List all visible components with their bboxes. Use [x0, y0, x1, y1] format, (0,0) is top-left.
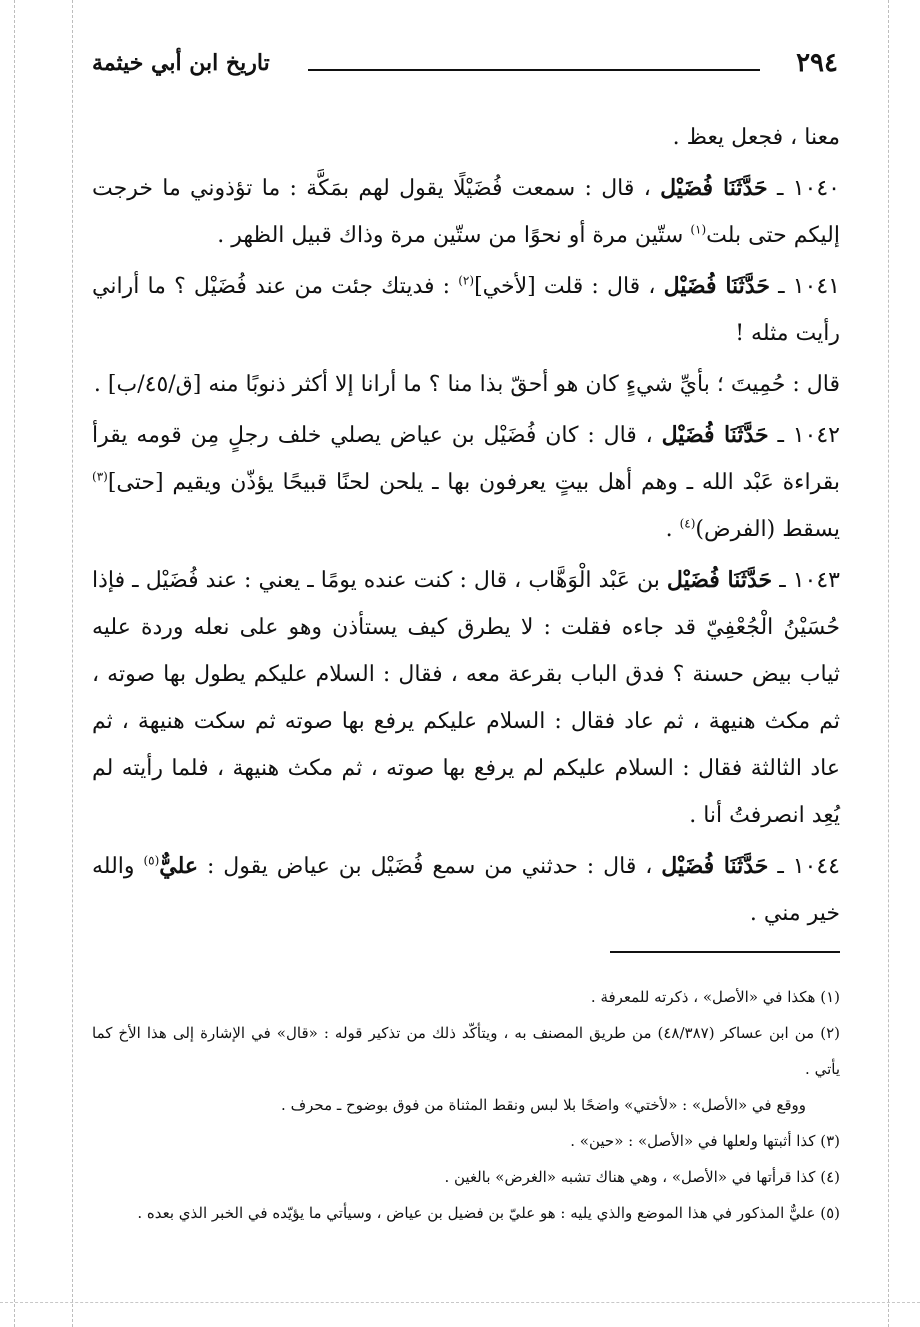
narration-text: ستّين مرة أو نحوًا من ستّين مرة وذاك قبيل الظهر . [217, 223, 684, 248]
footnote-5: (٥) عليٌّ المذكور في هذا الموضع والذي يليه : هو عليّ بن فضيل بن عياض ، وسيأتي ما يؤيّده في الخبر الذي بعده . [137, 1204, 840, 1222]
narration-text: يسقط (الفرض) [695, 517, 840, 542]
narration-number: ١٠٤٢ ـ [777, 423, 840, 448]
book-page [92, 44, 840, 1284]
page-number: ٢٩٤ [796, 48, 838, 78]
main-text [92, 114, 840, 937]
narration-1044 [92, 843, 840, 937]
footnote-separator [610, 951, 840, 953]
narration-text: ، قال : سمعت فُضَيْلًا يقول لهم بمَكَّة : ما تؤذوني ما خرجت إليكم حتى بلت [92, 176, 840, 248]
narration-text: بن عَبْد الْوَهَّاب ، قال : كنت عنده يومًا ـ يعني : عند فُضَيْل ـ فإذا حُسَيْنُ الْجُعْفِيّ قد جاءه فقلت : لا يطرق كيف يستأذن وهو على نعله وردة عليه ثياب بيض حسنة ؟ فدق الباب بقرعة معه ، فقال : السلام عليكم يطول بها صوته ، ثم مكث هنيهة ، ثم عاد فقال : السلام عليكم يرفع بها صوته ثم سكت هنيهة ، ثم عاد الثالثة فقال : السلام عليكم لم يرفع بها صوته ، ثم مكث هنيهة ، فلما رأيته لم يُعِد انصرفتُ أنا . [92, 568, 840, 828]
footnote-ref[interactable]: (٤) [679, 516, 696, 531]
narration-number: ١٠٤٤ ـ [777, 854, 840, 879]
narration-1043 [92, 557, 840, 839]
footnote-4: (٤) كذا قرأتها في «الأصل» ، وهي هناك تشبه «الغرض» بالغين . [444, 1168, 840, 1186]
scan-guide-line [888, 0, 889, 1327]
narration-1040 [92, 165, 840, 259]
scan-guide-line [72, 0, 73, 1327]
paragraph-continuation: معنا ، فجعل يعظ . [672, 125, 840, 150]
footnote-ref[interactable]: (٥) [143, 853, 160, 868]
footnotes [92, 979, 840, 1231]
running-title: تاريخ ابن أبي خيثمة [92, 50, 270, 76]
narration-heading: حَدَّثَنَا فُضَيْل [661, 853, 769, 879]
narration-heading: حَدَّثَنَا فُضَيْل [661, 422, 769, 448]
narration-heading: حَدَّثَنَا فُضَيْل [663, 273, 770, 299]
narration-text: ، قال : كان فُضَيْل بن عياض يصلي خلف رجلٍ مِن قومه يقرأ بقراءة عَبْد الله ـ وهم أهل بيتٍ يعرفون بها ـ يلحن لحنًا قبيحًا يؤذّن ويقيم [حتى] [92, 423, 840, 495]
footnote-ref[interactable]: (٢) [458, 273, 475, 288]
scan-guide-line [14, 0, 15, 1327]
narration-text: . [665, 517, 673, 542]
narration-1042 [92, 412, 840, 553]
narration-text: : فديتك جئت من عند فُضَيْل ؟ ما أراني رأيت مثله ! [92, 274, 840, 346]
scan-guide-line [0, 1302, 920, 1303]
narration-number: ١٠٤١ ـ [778, 274, 840, 299]
page-header [92, 44, 840, 96]
narration-emphasis: عليٌّ [159, 853, 199, 879]
footnote-ref[interactable]: (٣) [92, 469, 108, 484]
narration-number: ١٠٤٣ ـ [779, 568, 840, 593]
footnote-1: (١) هكذا في «الأصل» ، ذكرته للمعرفة . [590, 988, 840, 1006]
footnote-2: (٢) من ابن عساكر (٤٨/٣٨٧) من طريق المصنف به ، ويتأكّد ذلك من تذكير قوله : «قال» في الإشارة إلى هذا الأخ كما يأتي . [92, 1024, 841, 1078]
narration-text: والله خير مني . [92, 854, 840, 926]
narration-heading: حَدَّثَنَا فُضَيْل [666, 567, 773, 593]
narration-number: ١٠٤٠ ـ [776, 176, 840, 201]
narration-text: ، قال : حدثني من سمع فُضَيْل بن عياض يقول : [206, 854, 653, 879]
narration-1041 [92, 263, 840, 357]
header-rule [308, 69, 760, 71]
footnote-ref[interactable]: (١) [690, 222, 707, 237]
narration-heading: حَدَّثَنَا فُضَيْل [660, 175, 768, 201]
footnote-2-continued: ووقع في «الأصل» : «لأختي» واضحًا بلا لبس ونقط المثناة من فوق بوضوح ـ محرف . [281, 1096, 806, 1114]
narration-text: ، قال : قلت [لأخي] [474, 274, 656, 299]
footnote-3: (٣) كذا أثبتها ولعلها في «الأصل» : «حين» . [570, 1132, 840, 1150]
paragraph-reply: قال : حُمِيتَ ؛ بأيِّ شيءٍ كان هو أحقّ بذا منا ؟ ما أرانا إلا أكثر ذنوبًا منه [ق/٤٥/ب] . [93, 372, 840, 397]
